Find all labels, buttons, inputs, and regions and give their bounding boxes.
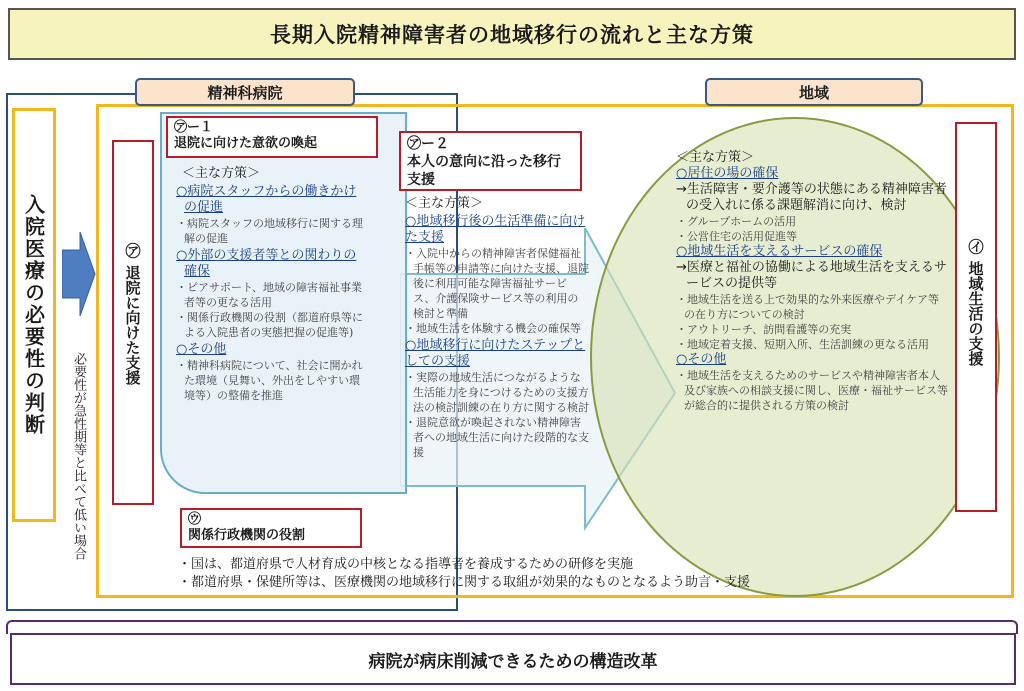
a1-header (166, 116, 378, 158)
a-discharge-support-text: 退院に向けた支援 (123, 265, 142, 385)
right-arrow-icon (62, 232, 96, 316)
region-item-note: ・地域定着支援、短期入所、生活訓練の更なる活用 (676, 338, 929, 351)
region-item-note: ・地域生活を支えるためのサービスや精神障害者本人及び家族への相談支援に関し、医療・福祉サービス等が総合的に提供される方策の検討 (676, 369, 948, 412)
page-title: 長期入院精神障害者の地域移行の流れと主な方策 (8, 8, 1016, 60)
u-heading: 関係行政機関の役割 (188, 528, 306, 543)
u-number: ㋒ (188, 512, 202, 527)
u-note: ・都道府県・保健所等は、医療機関の地域移行に関する取組が効果的なものとなるよう助言・支援 (178, 575, 751, 590)
u-header (180, 508, 362, 548)
a1-item-title: ○その他 (176, 342, 227, 357)
a1-item-note: ・関係行政機関の役割（都道府県等による入院患者の実態把握の促進等) (176, 311, 363, 339)
a1-item-title: ○病院スタッフからの働きかけの促進 (176, 184, 357, 215)
a2-heading: 本人の意向に沿った移行支援 (407, 154, 561, 188)
region-policy: ＜主な方策＞ (676, 150, 755, 165)
a1-item-title: ○外部の支援者等との関わりの確保 (176, 248, 357, 279)
region-item-sub: →生活障害・要介護等の状態にある精神障害者の受入れに係る課題解消に向け、検討 (676, 182, 947, 213)
a2-content (405, 196, 589, 460)
a2-item-note: ・退院意欲が喚起されない精神障害者への地域生活に向けた段階的な支援 (405, 416, 589, 459)
a1-number: ㋐ー１ (174, 120, 214, 135)
a2-number: ㋐ー２ (407, 136, 449, 152)
a2-item-title: ○地域移行に向けたステップとしての支援 (405, 338, 586, 369)
a2-item-note: ・地域生活を体験する機会の確保等 (405, 322, 581, 335)
a-discharge-support-box (112, 140, 154, 505)
region-label: 地域 (705, 78, 923, 106)
i-mark: ㋑ (968, 238, 984, 256)
i-community-support-text: 地域生活の支援 (966, 261, 985, 366)
a2-item-note: ・入院中からの精神障害者保健福祉手帳等の申請等に向けた支援、退院後に利用可能な障害福祉サービス、介護保険サービス等の利用の検討と準備 (405, 247, 589, 320)
a1-item-note: ・病院スタッフの地域移行に関する理解の促進 (176, 217, 363, 245)
a2-item-title: ○地域移行後の生活準備に向けた支援 (405, 214, 586, 245)
u-content (178, 556, 938, 592)
region-item-title: ○居住の場の確保 (676, 166, 779, 181)
region-item-title: ○地域生活を支えるサービスの確保 (676, 244, 883, 259)
region-item-note: ・地域生活を送る上で効果的な外来医療やデイケア等の在り方についての検討 (676, 293, 940, 321)
i-community-support-box (955, 122, 997, 512)
a1-policy: ＜主な方策＞ (182, 166, 261, 181)
hospitalization-judgment-box (12, 108, 56, 522)
region-item-note: ・公営住宅の活用促進等 (676, 230, 797, 243)
a-mark: ㋐ (125, 242, 141, 260)
a2-item-note: ・実際の地域生活につながるような生活能力を身につけるための支援方法の検討訓練の在り方に関する検討 (405, 371, 589, 414)
bottom-bracket (6, 620, 1018, 634)
u-note: ・国は、都道府県で人材育成の中核となる指導者を養成するための研修を実施 (178, 557, 634, 572)
region-content (676, 150, 948, 413)
region-item-title: ○その他 (676, 352, 727, 367)
region-item-note: ・グループホームの活用 (676, 215, 797, 228)
a2-header (399, 131, 582, 191)
region-item-sub: →医療と福祉の協働による地域生活を支えるサービスの提供等 (676, 260, 947, 291)
a2-policy: ＜主な方策＞ (405, 196, 484, 211)
region-item-note: ・アウトリーチ、訪問看護等の充実 (676, 323, 852, 336)
hospital-label: 精神科病院 (135, 78, 355, 106)
a1-heading: 退院に向けた意欲の喚起 (174, 136, 318, 151)
a1-item-note: ・ピアサポート、地域の障害福祉事業者等の更なる活用 (176, 281, 363, 309)
a1-content (176, 166, 366, 403)
a1-item-note: ・精神科病院について、社会に開かれた環境（見舞い、外出をしやすい環境等）の整備を推進 (176, 359, 363, 402)
structural-reform-box: 病院が病床削減できるための構造改革 (10, 633, 1016, 685)
hospitalization-judgment-text: 入院医療の必要性の判断 (21, 194, 46, 436)
low-necessity-text: 必要性が急性期等と比べて低い場合 (71, 352, 86, 560)
